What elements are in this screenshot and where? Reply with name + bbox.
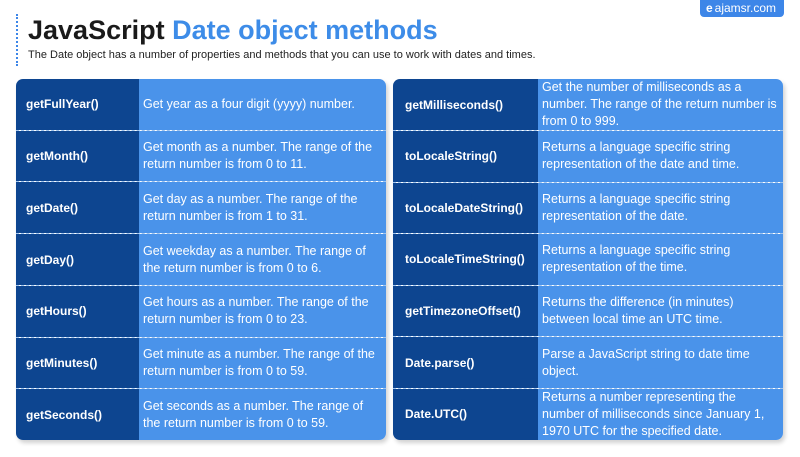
- table-row: [393, 337, 783, 389]
- method-description: Returns the difference (in minutes) between local time an UTC time.: [538, 286, 783, 337]
- table-row: [16, 389, 386, 440]
- table-row: [16, 286, 386, 338]
- method-name: getTimezoneOffset(): [393, 286, 538, 337]
- method-description: Returns a language specific string representation of the time.: [538, 234, 783, 285]
- table-row: [16, 234, 386, 286]
- method-name: getMinutes(): [16, 338, 139, 389]
- method-description: Get weekday as a number. The range of the return number is from 0 to 6.: [139, 234, 386, 285]
- page-header: [16, 14, 668, 66]
- page-title: [28, 14, 668, 46]
- method-name: getDate(): [16, 182, 139, 233]
- table-row: [16, 131, 386, 183]
- right-methods-table: [393, 79, 783, 440]
- brand-logo-icon: e: [705, 1, 713, 15]
- method-name: Date.parse(): [393, 337, 538, 388]
- method-name: toLocaleTimeString(): [393, 234, 538, 285]
- left-methods-table: [16, 79, 386, 440]
- method-description: Get minute as a number. The range of the return number is from 0 to 59.: [139, 338, 386, 389]
- table-row: [393, 131, 783, 183]
- page-subtitle: The Date object has a number of properties and methods that you can use to work with dates and times.: [28, 49, 536, 61]
- method-name: getMonth(): [16, 131, 139, 182]
- table-row: [16, 338, 386, 390]
- title-highlight: Date object methods: [172, 15, 438, 45]
- method-description: Get seconds as a number. The range of the return number is from 0 to 59.: [139, 389, 386, 440]
- table-row: [393, 234, 783, 286]
- table-row: [16, 182, 386, 234]
- method-description: Get day as a number. The range of the return number is from 1 to 31.: [139, 182, 386, 233]
- method-name: getMilliseconds(): [393, 79, 538, 130]
- table-row: [16, 79, 386, 131]
- method-name: Date.UTC(): [393, 389, 538, 440]
- method-description: Parse a JavaScript string to date time object.: [538, 337, 783, 388]
- method-name: getFullYear(): [16, 79, 139, 130]
- method-description: Returns a language specific string representation of the date.: [538, 183, 783, 234]
- method-description: Get month as a number. The range of the return number is from 0 to 11.: [139, 131, 386, 182]
- table-row: [393, 286, 783, 338]
- method-description: Returns a language specific string representation of the date and time.: [538, 131, 783, 182]
- method-name: getSeconds(): [16, 389, 139, 440]
- method-name: getHours(): [16, 286, 139, 337]
- method-name: getDay(): [16, 234, 139, 285]
- brand-text: ajamsr.com: [714, 1, 776, 15]
- table-row: [393, 389, 783, 440]
- brand-badge[interactable]: [700, 0, 784, 17]
- method-description: Returns a number representing the number of milliseconds since January 1, 1970 UTC for the specified date.: [538, 389, 783, 440]
- title-plain: JavaScript: [28, 15, 173, 45]
- method-description: Get year as a four digit (yyyy) number.: [139, 79, 386, 130]
- table-row: [393, 79, 783, 131]
- method-description: Get the number of milliseconds as a number. The range of the return number is from 0 to 999.: [538, 79, 783, 130]
- method-name: toLocaleString(): [393, 131, 538, 182]
- method-description: Get hours as a number. The range of the return number is from 0 to 23.: [139, 286, 386, 337]
- method-name: toLocaleDateString(): [393, 183, 538, 234]
- table-row: [393, 183, 783, 235]
